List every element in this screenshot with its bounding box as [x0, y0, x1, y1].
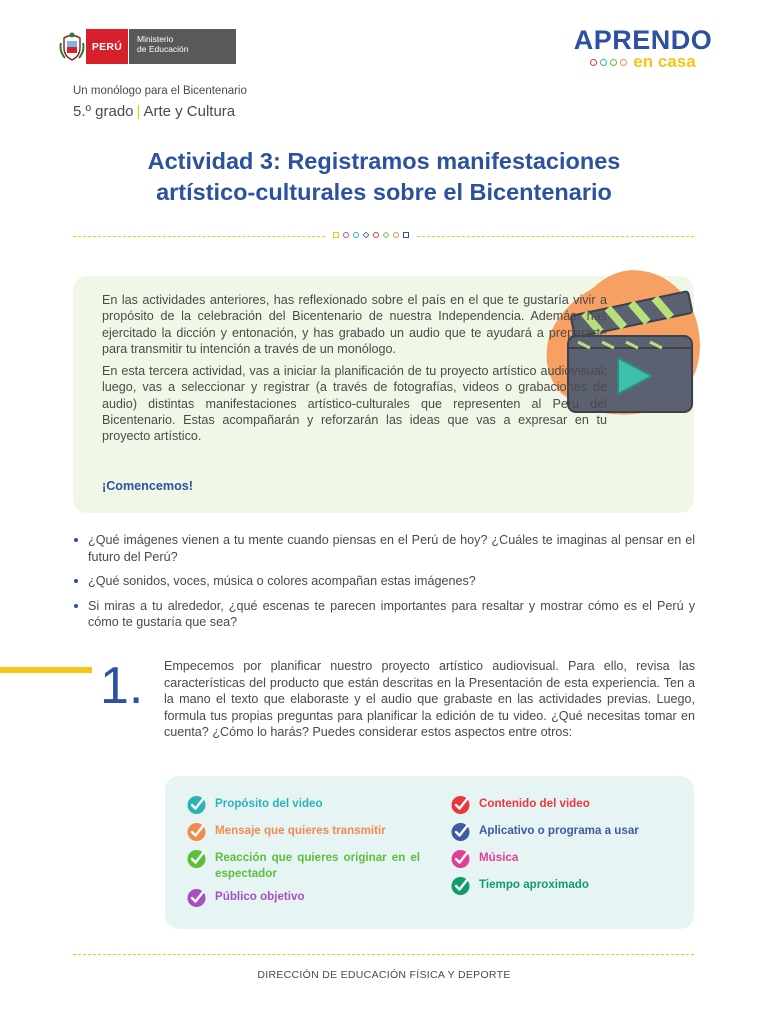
intro-paragraph-2: En esta tercera actividad, vas a iniciar la planificación de tu proyecto artístico audiovisual; luego, vas a seleccionar y registrar (a través de fotografías, videos o grabaciones de audio) distintas manifestaciones artístico-culturales que representen al Perú del Bicentenario. Estas acompañarán y reforzarán las ideas que vas a expresar en tu proyecto artístico.: [102, 364, 607, 444]
check-circle-icon: [186, 848, 207, 869]
checklist-label: Propósito del video: [215, 797, 323, 810]
ministry-label: [128, 29, 236, 64]
activity-title-line1: Actividad 3: Registramos manifestaciones: [147, 148, 621, 174]
grade-area: [73, 103, 235, 120]
intro-cta: ¡Comencemos!: [102, 479, 193, 493]
activity-title: [60, 146, 708, 208]
brand-subtitle: en casa: [633, 52, 696, 71]
checklist-item: [186, 850, 426, 882]
ministry-label-line2: de Educación: [137, 44, 189, 54]
step-text: Empecemos por planificar nuestro proyecto artístico audiovisual. Para ello, revisa las características del producto que están descritas en la Presentación de esta experiencia. Ten a la mano el texto que elaboraste y el audio que grabaste en las actividades previas. Luego, formula tus propias preguntas para planificar la edición de tu video. ¿Qué necesitas tomar en cuenta? ¿Cómo lo harás? Puedes considerar estos aspectos entre otros:: [164, 659, 695, 739]
question-item: ¿Qué imágenes vienen a tu mente cuando piensas en el Perú de hoy? ¿Cuáles te imaginas al pensar en el futuro del Perú?: [73, 532, 695, 565]
coat-of-arms-icon: [58, 29, 86, 64]
checklist-item: [450, 823, 690, 842]
checklist-label: Mensaje que quieres transmitir: [215, 824, 386, 837]
divider-shapes-icon: [327, 232, 415, 238]
checklist-left: [186, 796, 426, 916]
checklist-label: Aplicativo o programa a usar: [479, 824, 639, 837]
activity-title-line2: artístico-culturales sobre el Bicentenario: [156, 179, 612, 205]
checklist-right: [450, 796, 690, 904]
area-label: Arte y Cultura: [143, 103, 236, 120]
check-circle-icon: [186, 821, 207, 842]
intro-paragraph-1: En las actividades anteriores, has reflexionado sobre el país en el que te gustaría vivir a propósito de la celebración del Bicentenario de nuestra Independencia. Además, has ejercitado la dicción y entonación, y has grabado un audio que te ayudará a prepararte para transmitir tu intención a través de un monólogo.: [102, 293, 607, 356]
checklist-label: Reacción que quieres originar en el espectador: [215, 851, 420, 880]
checklist-item: [186, 796, 426, 815]
brand-title: APRENDO: [573, 25, 713, 55]
checklist-label: Música: [479, 851, 519, 864]
step-accent-bar: [0, 667, 92, 673]
check-circle-icon: [450, 848, 471, 869]
unit-subtitle: Un monólogo para el Bicentenario: [73, 85, 247, 97]
check-circle-icon: [186, 887, 207, 908]
question-item: Si miras a tu alrededor, ¿qué escenas te parecen importantes para resaltar y mostrar cómo es el Perú y cómo te gustaría que sea?: [73, 598, 695, 631]
checklist-item: [450, 877, 690, 896]
question-list: [73, 532, 695, 639]
checklist-label: Contenido del video: [479, 797, 590, 810]
check-circle-icon: [450, 794, 471, 815]
checklist-item: [186, 823, 426, 842]
checklist-label: Público objetivo: [215, 890, 305, 903]
separator: |: [136, 103, 141, 120]
brand-dots-icon: [590, 59, 627, 66]
checklist-label: Tiempo aproximado: [479, 878, 589, 891]
step-number: 1.: [100, 657, 144, 715]
ministry-logo: [58, 29, 236, 64]
aprendo-en-casa-logo: [572, 26, 714, 71]
check-circle-icon: [186, 794, 207, 815]
check-circle-icon: [450, 875, 471, 896]
footer-text: DIRECCIÓN DE EDUCACIÓN FÍSICA Y DEPORTE: [257, 969, 511, 981]
checklist-item: [450, 850, 690, 869]
grade-label: 5.º grado: [73, 103, 134, 120]
footer-divider: [73, 954, 694, 955]
checklist-item: [450, 796, 690, 815]
checklist-item: [186, 889, 426, 908]
question-item: ¿Qué sonidos, voces, música o colores acompañan estas imágenes?: [73, 573, 695, 590]
ministry-label-line1: Ministerio: [137, 34, 174, 44]
country-label: PERÚ: [86, 29, 128, 64]
intro-text: [102, 292, 607, 451]
check-circle-icon: [450, 821, 471, 842]
